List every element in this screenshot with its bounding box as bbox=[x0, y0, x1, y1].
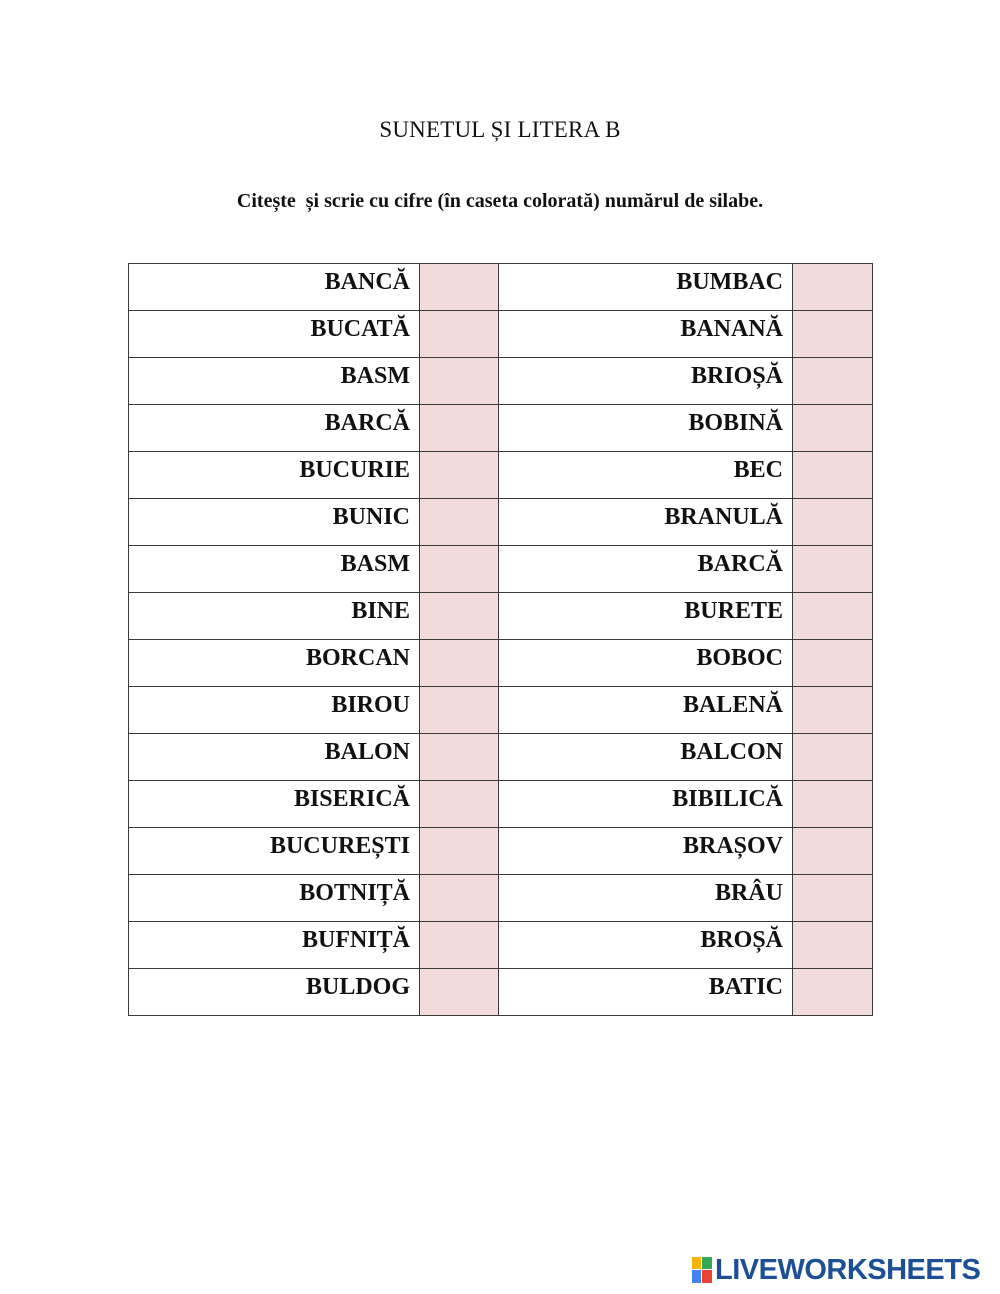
answer-box-left[interactable] bbox=[420, 499, 499, 546]
answer-box-left[interactable] bbox=[420, 687, 499, 734]
answer-box-left[interactable] bbox=[420, 875, 499, 922]
answer-box-left[interactable] bbox=[420, 734, 499, 781]
word-right: BIBILICĂ bbox=[499, 781, 793, 828]
answer-box-right[interactable] bbox=[793, 734, 873, 781]
answer-box-left[interactable] bbox=[420, 969, 499, 1016]
answer-box-left[interactable] bbox=[420, 593, 499, 640]
table-row bbox=[129, 452, 873, 499]
answer-box-left[interactable] bbox=[420, 781, 499, 828]
word-left: BORCAN bbox=[129, 640, 420, 687]
liveworksheets-logo-icon bbox=[692, 1257, 712, 1283]
word-left: BALON bbox=[129, 734, 420, 781]
table-row bbox=[129, 875, 873, 922]
answer-box-right[interactable] bbox=[793, 781, 873, 828]
answer-box-right[interactable] bbox=[793, 875, 873, 922]
table-row bbox=[129, 546, 873, 593]
answer-box-right[interactable] bbox=[793, 499, 873, 546]
answer-box-left[interactable] bbox=[420, 452, 499, 499]
table-row bbox=[129, 311, 873, 358]
answer-box-right[interactable] bbox=[793, 358, 873, 405]
word-right: BANANĂ bbox=[499, 311, 793, 358]
table-row bbox=[129, 734, 873, 781]
table-row bbox=[129, 828, 873, 875]
answer-box-right[interactable] bbox=[793, 969, 873, 1016]
word-right: BRAȘOV bbox=[499, 828, 793, 875]
table-row bbox=[129, 969, 873, 1016]
worksheet-title: SUNETUL ȘI LITERA B bbox=[379, 117, 621, 142]
table-row bbox=[129, 640, 873, 687]
answer-box-left[interactable] bbox=[420, 546, 499, 593]
word-left: BINE bbox=[129, 593, 420, 640]
word-left: BASM bbox=[129, 358, 420, 405]
word-left: BISERICĂ bbox=[129, 781, 420, 828]
answer-box-right[interactable] bbox=[793, 687, 873, 734]
word-right: BOBOC bbox=[499, 640, 793, 687]
liveworksheets-logo[interactable] bbox=[692, 1255, 980, 1285]
word-left: BUCURIE bbox=[129, 452, 420, 499]
answer-box-right[interactable] bbox=[793, 593, 873, 640]
answer-box-left[interactable] bbox=[420, 640, 499, 687]
syllable-table bbox=[128, 263, 873, 1016]
word-left: BOTNIȚĂ bbox=[129, 875, 420, 922]
word-left: BUFNIȚĂ bbox=[129, 922, 420, 969]
table-row bbox=[129, 781, 873, 828]
answer-box-left[interactable] bbox=[420, 922, 499, 969]
word-right: BATIC bbox=[499, 969, 793, 1016]
answer-box-right[interactable] bbox=[793, 922, 873, 969]
answer-box-right[interactable] bbox=[793, 311, 873, 358]
word-right: BARCĂ bbox=[499, 546, 793, 593]
word-right: BROȘĂ bbox=[499, 922, 793, 969]
answer-box-left[interactable] bbox=[420, 358, 499, 405]
word-right: BEC bbox=[499, 452, 793, 499]
table-row bbox=[129, 264, 873, 311]
word-right: BUMBAC bbox=[499, 264, 793, 311]
answer-box-left[interactable] bbox=[420, 264, 499, 311]
table-row bbox=[129, 593, 873, 640]
answer-box-right[interactable] bbox=[793, 452, 873, 499]
table-row bbox=[129, 358, 873, 405]
logo-text: LIVEWORKSHEETS bbox=[715, 1254, 981, 1286]
word-left: BUNIC bbox=[129, 499, 420, 546]
answer-box-left[interactable] bbox=[420, 405, 499, 452]
table-row bbox=[129, 499, 873, 546]
answer-box-right[interactable] bbox=[793, 546, 873, 593]
word-right: BOBINĂ bbox=[499, 405, 793, 452]
word-right: BRANULĂ bbox=[499, 499, 793, 546]
worksheet-instruction: Citește și scrie cu cifre (în caseta colorată) numărul de silabe. bbox=[236, 190, 764, 212]
word-left: BANCĂ bbox=[129, 264, 420, 311]
table-row bbox=[129, 922, 873, 969]
word-right: BRÂU bbox=[499, 875, 793, 922]
word-right: BALENĂ bbox=[499, 687, 793, 734]
answer-box-right[interactable] bbox=[793, 828, 873, 875]
word-left: BIROU bbox=[129, 687, 420, 734]
table-row bbox=[129, 405, 873, 452]
answer-box-right[interactable] bbox=[793, 264, 873, 311]
word-right: BALCON bbox=[499, 734, 793, 781]
word-right: BRIOȘĂ bbox=[499, 358, 793, 405]
answer-box-right[interactable] bbox=[793, 405, 873, 452]
word-left: BASM bbox=[129, 546, 420, 593]
word-left: BARCĂ bbox=[129, 405, 420, 452]
word-left: BUCUREȘTI bbox=[129, 828, 420, 875]
answer-box-right[interactable] bbox=[793, 640, 873, 687]
word-left: BULDOG bbox=[129, 969, 420, 1016]
answer-box-left[interactable] bbox=[420, 311, 499, 358]
table-row bbox=[129, 687, 873, 734]
word-left: BUCATĂ bbox=[129, 311, 420, 358]
word-right: BURETE bbox=[499, 593, 793, 640]
answer-box-left[interactable] bbox=[420, 828, 499, 875]
